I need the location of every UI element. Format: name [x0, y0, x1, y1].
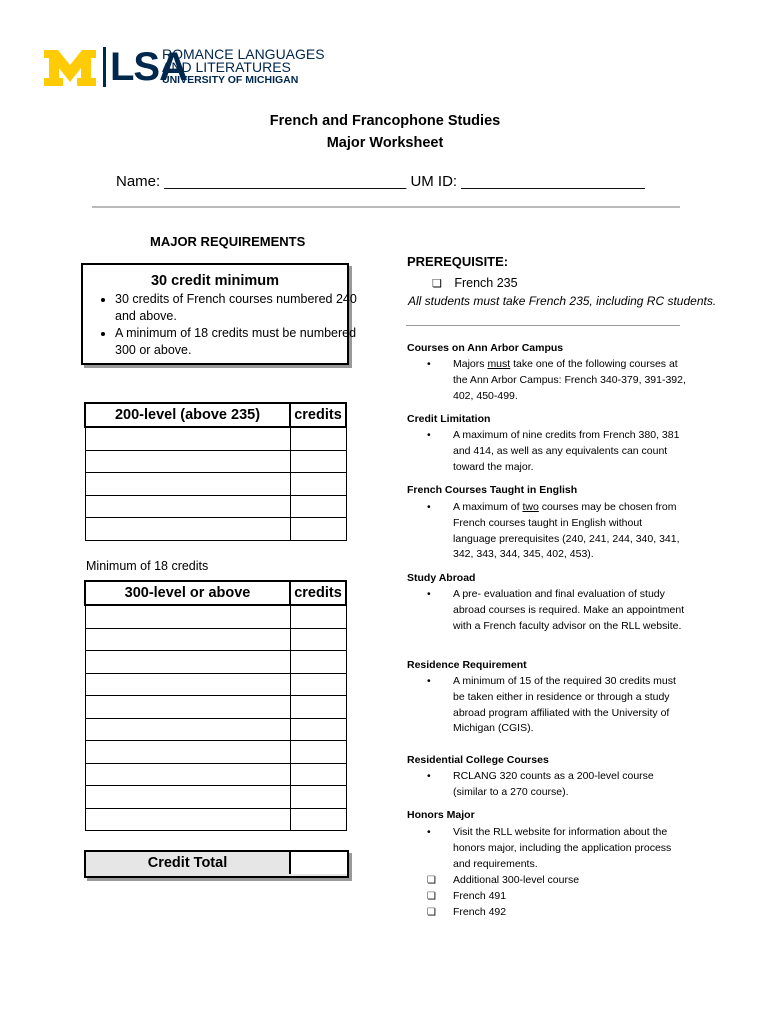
table-row[interactable] [85, 518, 346, 541]
credits-cell[interactable] [290, 518, 346, 541]
checkbox-icon[interactable]: ❏ [427, 875, 436, 886]
honors-check-item [427, 905, 687, 921]
table-row[interactable] [85, 628, 346, 651]
course-cell[interactable] [85, 518, 290, 541]
course-cell[interactable] [85, 763, 290, 786]
bullet-icon: • [427, 770, 431, 782]
table-row[interactable] [85, 473, 346, 496]
abroad-item [427, 587, 687, 634]
table-row[interactable] [85, 673, 346, 696]
logo-line-3: UNIVERSITY OF MICHIGAN [162, 74, 299, 86]
honors-check-item [427, 889, 687, 905]
credits-cell[interactable] [290, 473, 346, 496]
credits-cell[interactable] [290, 628, 346, 651]
lsa-logo-text: LSA [110, 45, 187, 89]
course-cell[interactable] [85, 651, 290, 674]
table-row[interactable] [85, 718, 346, 741]
limitation-heading: Credit Limitation [407, 413, 491, 425]
bullet-icon: • [427, 501, 431, 513]
department-logo-text [162, 48, 325, 87]
course-cell[interactable] [85, 718, 290, 741]
table-row[interactable] [85, 427, 346, 450]
checkbox-icon[interactable]: ❏ [427, 907, 436, 918]
limitation-text: A maximum of nine credits from French 380, 381 and 414, as well as any equivalents can count toward the major. [453, 429, 680, 473]
course-cell[interactable] [85, 628, 290, 651]
table-row[interactable] [85, 786, 346, 809]
table-row[interactable] [85, 450, 346, 473]
bullet-icon: • [427, 826, 431, 838]
checkbox-icon[interactable]: ❏ [432, 278, 442, 290]
abroad-text: A pre- evaluation and final evaluation of study abroad courses is required. Make an appointment with a French faculty advisor on the RLL website. [453, 588, 685, 632]
table-row[interactable] [85, 763, 346, 786]
table-row[interactable] [85, 605, 346, 628]
table-200-level [84, 402, 347, 541]
logo-divider [103, 47, 106, 87]
course-cell[interactable] [85, 673, 290, 696]
credits-cell[interactable] [290, 763, 346, 786]
course-cell[interactable] [85, 696, 290, 719]
prerequisite-note: All students must take French 235, including RC students. [408, 294, 717, 308]
table-row[interactable] [85, 495, 346, 518]
page-subtitle: Major Worksheet [326, 135, 444, 151]
table-200-col-credits: credits [290, 403, 346, 427]
honors-text: Visit the RLL website for information about the honors major, including the application process and requirements. [453, 826, 672, 870]
course-cell[interactable] [85, 473, 290, 496]
major-requirements-heading: MAJOR REQUIREMENTS [150, 234, 306, 249]
rc-heading: Residential College Courses [407, 754, 549, 766]
honors-check-label: French 492 [453, 906, 507, 918]
credit-total-label: Credit Total [147, 855, 228, 871]
university-m-logo [44, 50, 96, 86]
table-300-level [84, 580, 347, 831]
credits-cell[interactable] [290, 718, 346, 741]
rc-text: RCLANG 320 counts as a 200-level course (similar to a 270 course). [453, 770, 654, 798]
course-cell[interactable] [85, 450, 290, 473]
credits-cell[interactable] [290, 808, 346, 831]
english-text: A maximum of two courses may be chosen from French courses taught in English without language prerequisites (240, 241, 244, 340, 341, 342, 343, 344, 345, 402, 453). [453, 501, 680, 561]
residence-text: A minimum of 15 of the required 30 credits must be taken either in residence or through a study abroad program affiliated with the University of Michigan (CGIS). [453, 675, 676, 735]
course-cell[interactable] [85, 427, 290, 450]
top-divider [92, 206, 680, 208]
credit-box-item: • 30 credits of French courses numbered 240 and above. [115, 291, 377, 325]
logo-line-2: AND LITERATURES [162, 59, 291, 75]
credit-box-list [77, 291, 377, 359]
table-row[interactable] [85, 651, 346, 674]
bullet-icon: • [427, 588, 431, 600]
campus-text: Majors must take one of the following courses at the Ann Arbor Campus: French 340-379, 391-392, 402, 450-499. [453, 358, 686, 402]
right-divider [406, 325, 680, 326]
residence-item [427, 674, 687, 737]
table-200-col-course: 200-level (above 235) [85, 403, 290, 427]
honors-check-label: French 491 [453, 890, 507, 902]
prerequisite-heading: PREREQUISITE: [407, 254, 509, 269]
credits-cell[interactable] [290, 673, 346, 696]
honors-heading: Honors Major [407, 809, 475, 821]
course-cell[interactable] [85, 808, 290, 831]
prerequisite-item-label: French 235 [454, 276, 518, 290]
credits-cell[interactable] [290, 605, 346, 628]
credit-total-field[interactable] [289, 852, 347, 874]
course-cell[interactable] [85, 786, 290, 809]
credits-cell[interactable] [290, 450, 346, 473]
campus-item [427, 357, 687, 404]
credits-cell[interactable] [290, 427, 346, 450]
credits-cell[interactable] [290, 741, 346, 764]
residence-heading: Residence Requirement [407, 659, 527, 671]
bullet-icon: • [427, 358, 431, 370]
credits-cell[interactable] [290, 696, 346, 719]
honors-check-item [427, 873, 687, 889]
honors-check-label: Additional 300-level course [453, 874, 580, 886]
bullet-icon: • [427, 675, 431, 687]
table-row[interactable] [85, 741, 346, 764]
english-item [427, 500, 687, 563]
table-row[interactable] [85, 696, 346, 719]
course-cell[interactable] [85, 495, 290, 518]
abroad-heading: Study Abroad [407, 572, 476, 584]
credits-cell[interactable] [290, 651, 346, 674]
credits-cell[interactable] [290, 495, 346, 518]
credit-box-heading: 30 credit minimum [150, 273, 280, 289]
rc-item [427, 769, 687, 801]
credit-total-row [84, 850, 349, 878]
table-300-col-course: 300-level or above [85, 581, 290, 605]
limitation-item [427, 428, 687, 475]
prerequisite-item [432, 274, 518, 292]
logo-line-1: ROMANCE LANGUAGES [162, 46, 325, 62]
english-heading: French Courses Taught in English [407, 484, 578, 496]
course-cell[interactable] [85, 741, 290, 764]
credit-minimum-box [81, 263, 357, 365]
minimum-credits-note: Minimum of 18 credits [86, 559, 209, 573]
honors-item [427, 825, 687, 872]
bullet-icon: • [427, 429, 431, 441]
table-300-col-credits: credits [290, 581, 346, 605]
campus-heading: Courses on Ann Arbor Campus [407, 342, 564, 354]
page-title: French and Francophone Studies [269, 113, 501, 129]
credit-box-item: • A minimum of 18 credits must be numbered 300 or above. [115, 325, 377, 359]
name-id-line[interactable]: Name: _____________________________ UM ID: ______________________ [116, 173, 645, 190]
checkbox-icon[interactable]: ❏ [427, 891, 436, 902]
table-row[interactable] [85, 808, 346, 831]
course-cell[interactable] [85, 605, 290, 628]
credits-cell[interactable] [290, 786, 346, 809]
